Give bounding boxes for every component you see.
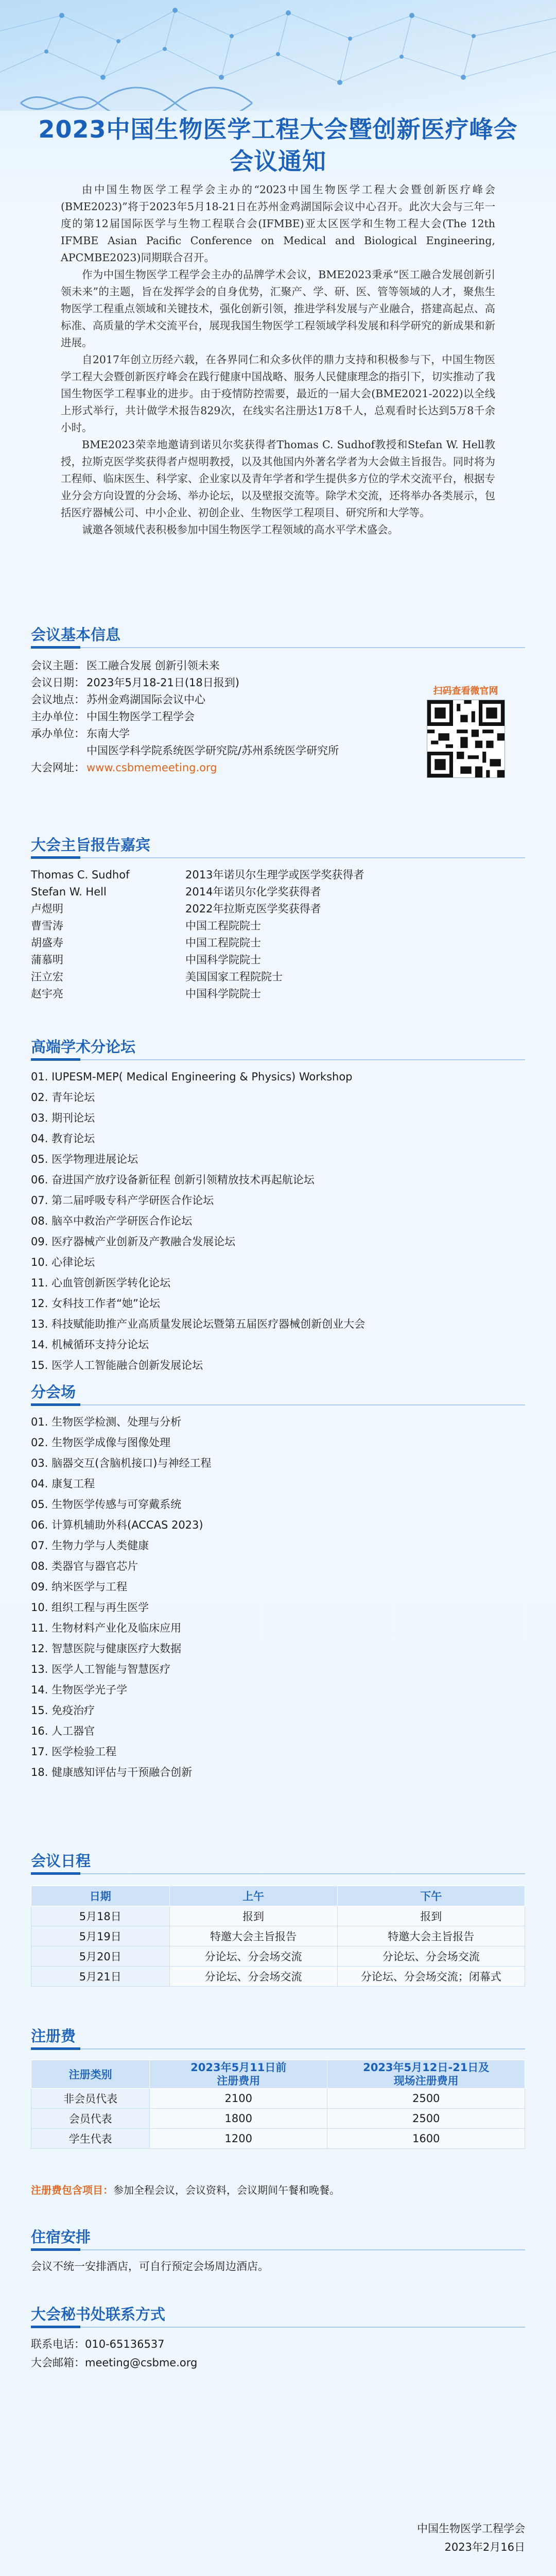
page-title bbox=[0, 113, 556, 177]
schedule-row bbox=[31, 1967, 525, 1987]
schedule-pm: 报到 bbox=[337, 1906, 525, 1926]
website-link[interactable]: www.csbmemeeting.org bbox=[86, 761, 217, 774]
section-title-secretariat: 大会秘书处联系方式 bbox=[31, 2306, 166, 2323]
section-divider bbox=[31, 2048, 525, 2049]
speaker-desc: 美国国家工程院院士 bbox=[185, 971, 283, 983]
fee-early: 2100 bbox=[150, 2089, 327, 2109]
intro-paragraph: 诚邀各领域代表积极参加中国生物医学工程领域的高水平学术盛会。 bbox=[82, 523, 398, 536]
fee-early: 1800 bbox=[150, 2109, 327, 2129]
forum-item: 15. 医学人工智能融合创新发展论坛 bbox=[31, 1359, 203, 1371]
forum-item: 11. 心血管创新医学转化论坛 bbox=[31, 1277, 171, 1289]
session-item: 01. 生物医学检测、处理与分析 bbox=[31, 1416, 182, 1428]
fee-category: 非会员代表 bbox=[31, 2089, 150, 2109]
info-key: 会议地点： bbox=[31, 693, 85, 706]
forum-item: 03. 期刊论坛 bbox=[31, 1112, 95, 1124]
schedule-date: 5月21日 bbox=[31, 1967, 170, 1987]
forum-item: 08. 脑卒中救治产学研医合作论坛 bbox=[31, 1215, 193, 1227]
speaker-desc: 2014年诺贝尔化学奖获得者 bbox=[185, 886, 321, 898]
fee-header-line: 注册费用 bbox=[217, 2075, 260, 2087]
session-item: 18. 健康感知评估与干预融合创新 bbox=[31, 1766, 193, 1778]
speaker-name: 赵宇亮 bbox=[31, 988, 63, 1000]
signature-block bbox=[309, 2519, 525, 2556]
forum-item: 05. 医学物理进展论坛 bbox=[31, 1153, 138, 1165]
session-item: 14. 生物医学光子学 bbox=[31, 1684, 128, 1696]
schedule-am: 报到 bbox=[169, 1906, 337, 1926]
speaker-desc: 中国工程院院士 bbox=[185, 920, 261, 932]
session-item: 15. 免疫治疗 bbox=[31, 1704, 95, 1717]
intro-paragraph: BME2023荣幸地邀请到诺贝尔奖获得者Thomas C. Sudhof教授和Stefan W. Hell教授，拉斯克医学奖获得者卢煜明教授，以及其他国内外著名学者为大会做主旨报告。同时将为工程师、临床医生、科学家、企业家以及青年学者和学生提供多方位的学术交流平台，根据专业分会方向设置的分会场、举办论坛，以及壁报交流等。除学术交流，还将举办各类展示，包括医疗器械公司、中小企业、初创企业、生物医学工程项目、研究所和大学等。 bbox=[61, 438, 495, 519]
speaker-name: 曹雪涛 bbox=[31, 920, 63, 932]
speaker-desc: 中国科学院院士 bbox=[185, 988, 261, 1000]
info-value: 医工融合发展 创新引领未来 bbox=[86, 659, 220, 672]
fee-header-line: 2023年5月11日前 bbox=[190, 2061, 287, 2074]
info-value: 2023年5月18-21日(18日报到) bbox=[86, 676, 239, 689]
keynote-list bbox=[31, 867, 525, 1003]
qr-caption: 扫码查看微官网 bbox=[433, 686, 498, 697]
schedule-header: 日期 bbox=[31, 1886, 170, 1906]
lodging-text: 会议不统一安排酒店，可自行预定会场周边酒店。 bbox=[31, 2260, 269, 2273]
intro-paragraph: 自2017年创立历经六载，在各界同仁和众多伙伴的鼎力支持和积极参与下，中国生物医学工程大会暨创新医疗峰会在践行健康中国战略、服务人民健康理念的指引下，切实推动了我国生物医学工程事业的进步。由于疫情防控需要，最近的一届大会(BME2021-2022)以全线上形式举行，共计做学术报告829次，在线实名注册达1万8千人，总观看时长达到5万8千余小时。 bbox=[61, 353, 495, 434]
intro-paragraph: 作为中国生物医学工程学会主办的品牌学术会议，BME2023秉承“医工融合发展创新引领未来”的主题，旨在发挥学会的自身优势，汇聚产、学、研、医、管等领域的人才，聚焦生物医学工程重点领域和关键技术，强化创新引领，推进学科发展与产业融合，搭建高起点、高标准、高质量的学术交流平台，展现我国生物医学工程领域学科发展和科学研究的新成果和新进展。 bbox=[61, 268, 495, 349]
signature-date: 2023年2月16日 bbox=[444, 2541, 525, 2553]
forum-item: 10. 心律论坛 bbox=[31, 1256, 95, 1268]
forum-item: 01. IUPESM-MEP( Medical Engineering & Physics) Workshop bbox=[31, 1071, 353, 1083]
schedule-row bbox=[31, 1946, 525, 1967]
session-item: 03. 脑器交互(含脑机接口)与神经工程 bbox=[31, 1457, 212, 1469]
keynote-row bbox=[31, 935, 525, 952]
forum-item: 13. 科技赋能助推产业高质量发展论坛暨第五届医疗器械创新创业大会 bbox=[31, 1318, 366, 1330]
section-title-keynote: 大会主旨报告嘉宾 bbox=[31, 836, 151, 854]
fee-row bbox=[31, 2089, 525, 2109]
section-accent-bar bbox=[31, 1872, 80, 1875]
session-item: 13. 医学人工智能与智慧医疗 bbox=[31, 1663, 171, 1675]
session-item: 09. 纳米医学与工程 bbox=[31, 1581, 128, 1593]
schedule-date: 5月19日 bbox=[31, 1926, 170, 1946]
info-key: 承办单位： bbox=[31, 727, 85, 740]
section-title-schedule: 会议日程 bbox=[31, 1852, 91, 1870]
session-item: 12. 智慧医院与健康医疗大数据 bbox=[31, 1642, 182, 1655]
section-divider bbox=[31, 647, 525, 648]
qr-code[interactable] bbox=[427, 700, 505, 778]
fee-header bbox=[150, 2060, 327, 2089]
contact-email[interactable]: 大会邮箱：meeting@csbme.org bbox=[31, 2357, 198, 2369]
keynote-row bbox=[31, 952, 525, 969]
section-accent-bar bbox=[31, 2326, 80, 2328]
fee-late: 1600 bbox=[327, 2129, 525, 2149]
fee-late: 2500 bbox=[327, 2089, 525, 2109]
keynote-row bbox=[31, 867, 525, 884]
section-title-fees: 注册费 bbox=[31, 2027, 76, 2045]
schedule-header-row bbox=[31, 1886, 525, 1906]
qr-code-icon bbox=[427, 700, 505, 777]
section-divider bbox=[31, 2327, 525, 2328]
forum-item: 12. 女科技工作者“她”论坛 bbox=[31, 1297, 160, 1310]
keynote-row bbox=[31, 901, 525, 918]
keynote-row bbox=[31, 884, 525, 901]
info-key: 会议日期： bbox=[31, 676, 85, 689]
session-item: 05. 生物医学传感与可穿戴系统 bbox=[31, 1498, 182, 1511]
session-item: 17. 医学检验工程 bbox=[31, 1745, 117, 1758]
forum-item: 09. 医疗器械产业创新及产教融合发展论坛 bbox=[31, 1235, 236, 1248]
intro-paragraph: 由中国生物医学工程学会主办的“2023中国生物医学工程大会暨创新医疗峰会(BME2023)”将于2023年5月18-21日在苏州金鸡湖国际会议中心召开。此次大会与三年一度的第12届国际医学与生物工程联合会(IFMBE)亚太区医学和生物工程大会(The 12th IFMBE Asian Pacific Conference on Medical and Biological Engineering, APCMBE2023)同期联合召开。 bbox=[61, 183, 495, 264]
forum-item: 02. 青年论坛 bbox=[31, 1091, 95, 1104]
session-item: 02. 生物医学成像与图像处理 bbox=[31, 1436, 171, 1449]
contact-phone[interactable]: 联系电话：010-65136537 bbox=[31, 2338, 165, 2350]
section-divider bbox=[31, 1404, 525, 1405]
session-item: 06. 计算机辅助外科(ACCAS 2023) bbox=[31, 1519, 203, 1531]
keynote-row bbox=[31, 969, 525, 986]
fee-header-line: 现场注册费用 bbox=[393, 2075, 459, 2087]
info-value: 中国医学科学院系统医学研究院/苏州系统医学研究所 bbox=[86, 744, 339, 757]
fee-row bbox=[31, 2109, 525, 2129]
speaker-desc: 中国工程院院士 bbox=[185, 937, 261, 949]
session-item: 08. 类器官与器官芯片 bbox=[31, 1560, 138, 1572]
fee-late: 2500 bbox=[327, 2109, 525, 2129]
hero-banner bbox=[0, 0, 556, 111]
section-accent-bar bbox=[31, 1403, 80, 1406]
section-accent-bar bbox=[31, 2248, 80, 2251]
fee-header-row bbox=[31, 2060, 525, 2089]
schedule-pm: 特邀大会主旨报告 bbox=[337, 1926, 525, 1946]
schedule-date: 5月20日 bbox=[31, 1946, 170, 1967]
schedule-am: 特邀大会主旨报告 bbox=[169, 1926, 337, 1946]
signature-org: 中国生物医学工程学会 bbox=[417, 2522, 525, 2535]
fee-header: 注册类别 bbox=[31, 2060, 150, 2089]
session-item: 11. 生物材料产业化及临床应用 bbox=[31, 1622, 182, 1634]
fee-header bbox=[327, 2060, 525, 2089]
info-value: 苏州金鸡湖国际会议中心 bbox=[86, 693, 205, 706]
section-title-basic-info: 会议基本信息 bbox=[31, 626, 121, 643]
section-title-sessions: 分会场 bbox=[31, 1383, 76, 1401]
forum-item: 07. 第二届呼吸专科产学研医合作论坛 bbox=[31, 1194, 214, 1207]
section-divider bbox=[31, 1059, 525, 1060]
info-value: 东南大学 bbox=[86, 727, 130, 740]
title-line-2: 会议通知 bbox=[230, 147, 326, 175]
speaker-name: Stefan W. Hell bbox=[31, 886, 107, 898]
schedule-pm: 分论坛、分会场交流；闭幕式 bbox=[337, 1967, 525, 1987]
schedule-header: 下午 bbox=[337, 1886, 525, 1906]
fee-category: 学生代表 bbox=[31, 2129, 150, 2149]
speaker-desc: 2013年诺贝尔生理学或医学奖获得者 bbox=[185, 869, 364, 881]
info-key: 主办单位： bbox=[31, 710, 85, 723]
session-item: 07. 生物力学与人类健康 bbox=[31, 1539, 149, 1552]
speaker-name: 胡盛寿 bbox=[31, 937, 63, 949]
schedule-row bbox=[31, 1906, 525, 1926]
section-accent-bar bbox=[31, 856, 80, 859]
schedule-date: 5月18日 bbox=[31, 1906, 170, 1926]
speaker-name: 汪立宏 bbox=[31, 971, 63, 983]
qr-code-block bbox=[423, 685, 508, 781]
speaker-name: 蒲慕明 bbox=[31, 954, 63, 966]
keynote-row bbox=[31, 918, 525, 935]
fee-note-label: 注册费包含项目： bbox=[31, 2184, 113, 2196]
info-key: 会议主题： bbox=[31, 659, 85, 672]
fee-header-line: 2023年5月12日-21日及 bbox=[363, 2061, 490, 2074]
intro-text bbox=[61, 181, 495, 538]
forum-item: 14. 机械循环支持分论坛 bbox=[31, 1338, 149, 1351]
forum-list bbox=[31, 1066, 525, 1376]
section-title-lodging: 住宿安排 bbox=[31, 2228, 91, 2246]
section-divider bbox=[31, 2249, 525, 2250]
speaker-name: 卢煜明 bbox=[31, 903, 63, 915]
info-key: 大会网址： bbox=[31, 761, 85, 774]
fee-table bbox=[31, 2060, 525, 2149]
session-item: 10. 组织工程与再生医学 bbox=[31, 1601, 149, 1614]
fee-note-text: 参加全程会议，会议资料，会议期间午餐和晚餐。 bbox=[113, 2184, 340, 2196]
schedule-am: 分论坛、分会场交流 bbox=[169, 1967, 337, 1987]
schedule-header: 上午 bbox=[169, 1886, 337, 1906]
session-item: 16. 人工器官 bbox=[31, 1725, 95, 1737]
info-value: 中国生物医学工程学会 bbox=[86, 710, 195, 723]
info-row bbox=[31, 657, 525, 674]
fee-row bbox=[31, 2129, 525, 2149]
schedule-pm: 分论坛、分会场交流 bbox=[337, 1946, 525, 1967]
forum-item: 06. 奋进国产放疗设备新征程 创新引领精放技术再起航论坛 bbox=[31, 1174, 315, 1186]
section-divider bbox=[31, 857, 525, 858]
speaker-desc: 中国科学院院士 bbox=[185, 954, 261, 966]
schedule-am: 分论坛、分会场交流 bbox=[169, 1946, 337, 1967]
speaker-desc: 2022年拉斯克医学奖获得者 bbox=[185, 903, 321, 915]
title-line-1: 2023中国生物医学工程大会暨创新医疗峰会 bbox=[38, 115, 518, 143]
keynote-row bbox=[31, 986, 525, 1003]
section-accent-bar bbox=[31, 646, 80, 649]
section-title-forums: 高端学术分论坛 bbox=[31, 1038, 136, 1056]
section-accent-bar bbox=[31, 1058, 80, 1061]
session-item: 04. 康复工程 bbox=[31, 1478, 95, 1490]
fee-category: 会员代表 bbox=[31, 2109, 150, 2129]
section-divider bbox=[31, 1873, 525, 1874]
dna-network-illustration bbox=[0, 0, 556, 111]
speaker-name: Thomas C. Sudhof bbox=[31, 869, 130, 881]
forum-item: 04. 教育论坛 bbox=[31, 1132, 95, 1145]
fee-early: 1200 bbox=[150, 2129, 327, 2149]
fee-note bbox=[31, 2182, 340, 2198]
schedule-row bbox=[31, 1926, 525, 1946]
session-list bbox=[31, 1412, 525, 1783]
schedule-table bbox=[31, 1886, 525, 1987]
secretariat-contact bbox=[31, 2335, 197, 2372]
section-accent-bar bbox=[31, 2047, 80, 2050]
